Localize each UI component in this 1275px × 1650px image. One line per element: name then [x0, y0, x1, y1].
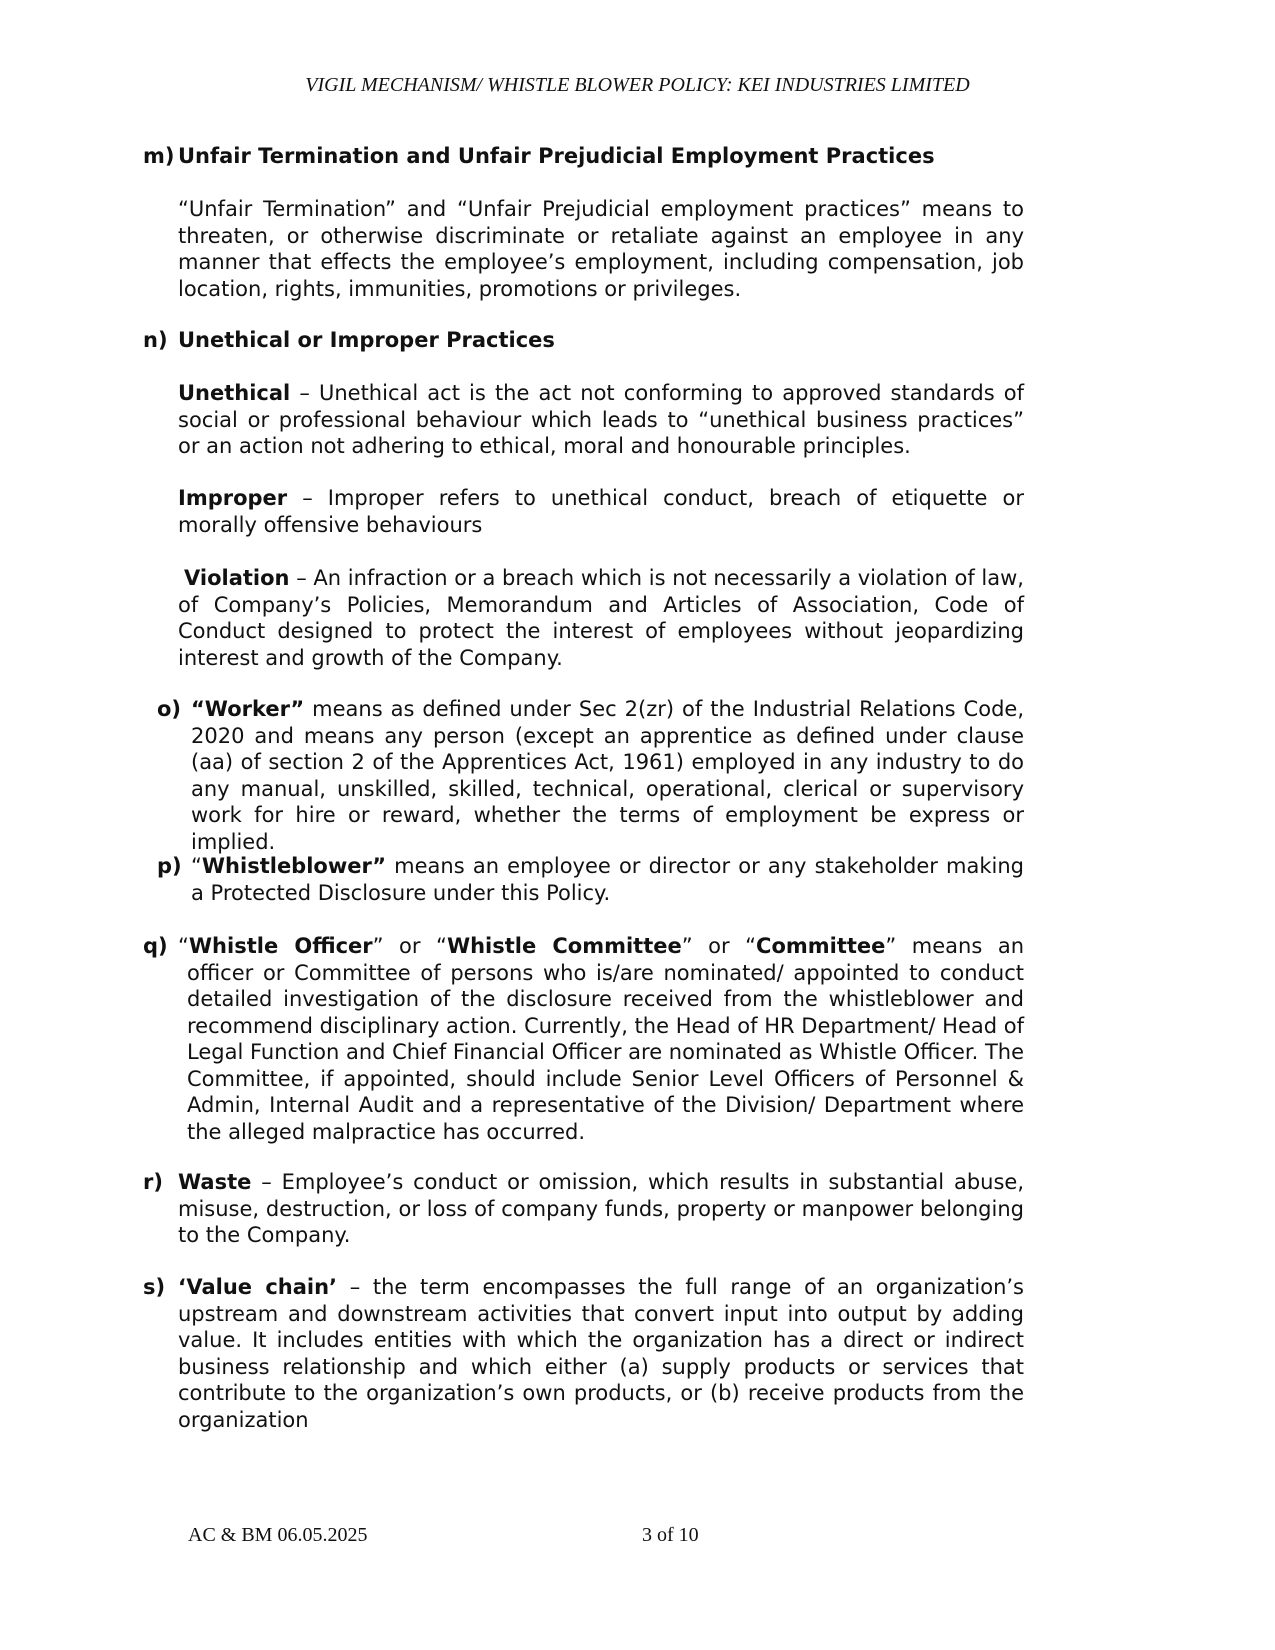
text-whistle-officer: ” means an officer or Committee of persons who is/are nominated/ appointed to conduct detailed investigation of the disclosure received from the whistleblower and recommend disciplinary action. Currently, the Head of HR Department/ Head of Legal Function and Chief Financial Officer are nominated as Whistle Officer. The Committee, if appointed, should include Senior Level Officers of Personnel & Admin, Internal Audit and a representative of the Division/ Department where the alleged malpractice has occurred.: [187, 934, 1025, 1144]
section-m-title: Unfair Termination and Unfair Prejudicial Employment Practices: [178, 144, 935, 168]
section-o-marker: o): [157, 697, 182, 721]
term-waste: Waste: [178, 1170, 252, 1194]
footer-approval-date: AC & BM 06.05.2025: [188, 1524, 368, 1546]
section-m-marker: m): [143, 144, 175, 168]
quote-whistleblower: “: [191, 854, 202, 878]
text-worker: means as defined under Sec 2(zr) of the Industrial Relations Code, 2020 and means any person (except an apprentice as defined under clause (aa) of section 2 of the Apprentices Act, 1961) employed in any industry to do any manual, unskilled, skilled, technical, operational, clerical or supervisory work for hire or reward, whether the terms of employment be express or implied.: [191, 697, 1024, 854]
term-improper: Improper: [178, 486, 288, 510]
footer-page-number: 3 of 10: [642, 1524, 699, 1546]
section-p-marker: p): [157, 854, 182, 878]
q-connector-2: ” or “: [681, 934, 757, 958]
definition-violation: [178, 565, 1024, 671]
definition-improper: [178, 485, 1024, 538]
term-worker: “Worker”: [191, 697, 305, 721]
term-whistle-committee: Whistle Committee: [446, 934, 682, 958]
term-unethical: Unethical: [178, 381, 291, 405]
definition-worker: [191, 696, 1024, 855]
page-header: VIGIL MECHANISM/ WHISTLE BLOWER POLICY: KEI INDUSTRIES LIMITED: [305, 74, 970, 96]
text-whistleblower: means an employee or director or any stakeholder making a Protected Disclosure under this Policy.: [191, 854, 1024, 905]
q-quote-open: “: [178, 934, 189, 958]
section-m-body: “Unfair Termination” and “Unfair Prejudicial employment practices” means to threaten, or otherwise discriminate or retaliate against an employee in any manner that effects the employee’s employment, including compensation, job location, rights, immunities, promotions or privileges.: [178, 197, 1024, 301]
definition-whistleblower: [191, 853, 1024, 906]
definition-value-chain: [178, 1274, 1024, 1433]
text-violation: – An infraction or a breach which is not necessarily a violation of law, of Company’s Policies, Memorandum and Articles of Association, Code of Conduct designed to protect the interest of employees without jeopardizing interest and growth of the Company.: [178, 566, 1024, 670]
term-committee: Committee: [756, 934, 886, 958]
section-s-marker: s): [143, 1275, 166, 1299]
text-waste: – Employee’s conduct or omission, which results in substantial abuse, misuse, destruction, or loss of company funds, property or manpower belonging to the Company.: [178, 1170, 1024, 1247]
q-connector-1: ” or “: [372, 934, 447, 958]
term-violation: Violation: [184, 566, 290, 590]
term-whistle-officer: Whistle Officer: [188, 934, 373, 958]
text-unethical: – Unethical act is the act not conforming to approved standards of social or professional behaviour which leads to “unethical business practices” or an action not adhering to ethical, moral and honourable principles.: [178, 381, 1024, 458]
section-r-marker: r): [143, 1170, 163, 1194]
definition-waste: [178, 1169, 1024, 1249]
term-value-chain: ‘Value chain’: [178, 1275, 338, 1299]
section-n-title: Unethical or Improper Practices: [178, 328, 555, 352]
definition-whistle-officer: [178, 933, 1024, 1145]
term-whistleblower: Whistleblower”: [201, 854, 387, 878]
section-q-marker: q): [143, 934, 168, 958]
text-value-chain: – the term encompasses the full range of an organization’s upstream and downstream activities that convert input into output by adding value. It includes entities with which the organization has a direct or indirect business relationship and which either (a) supply products or services that contribute to the organization’s own products, or (b) receive products from the organization: [178, 1275, 1024, 1432]
text-improper: – Improper refers to unethical conduct, breach of etiquette or morally offensive behaviours: [178, 486, 1024, 537]
definition-unethical: [178, 380, 1024, 460]
section-n-marker: n): [143, 328, 168, 352]
